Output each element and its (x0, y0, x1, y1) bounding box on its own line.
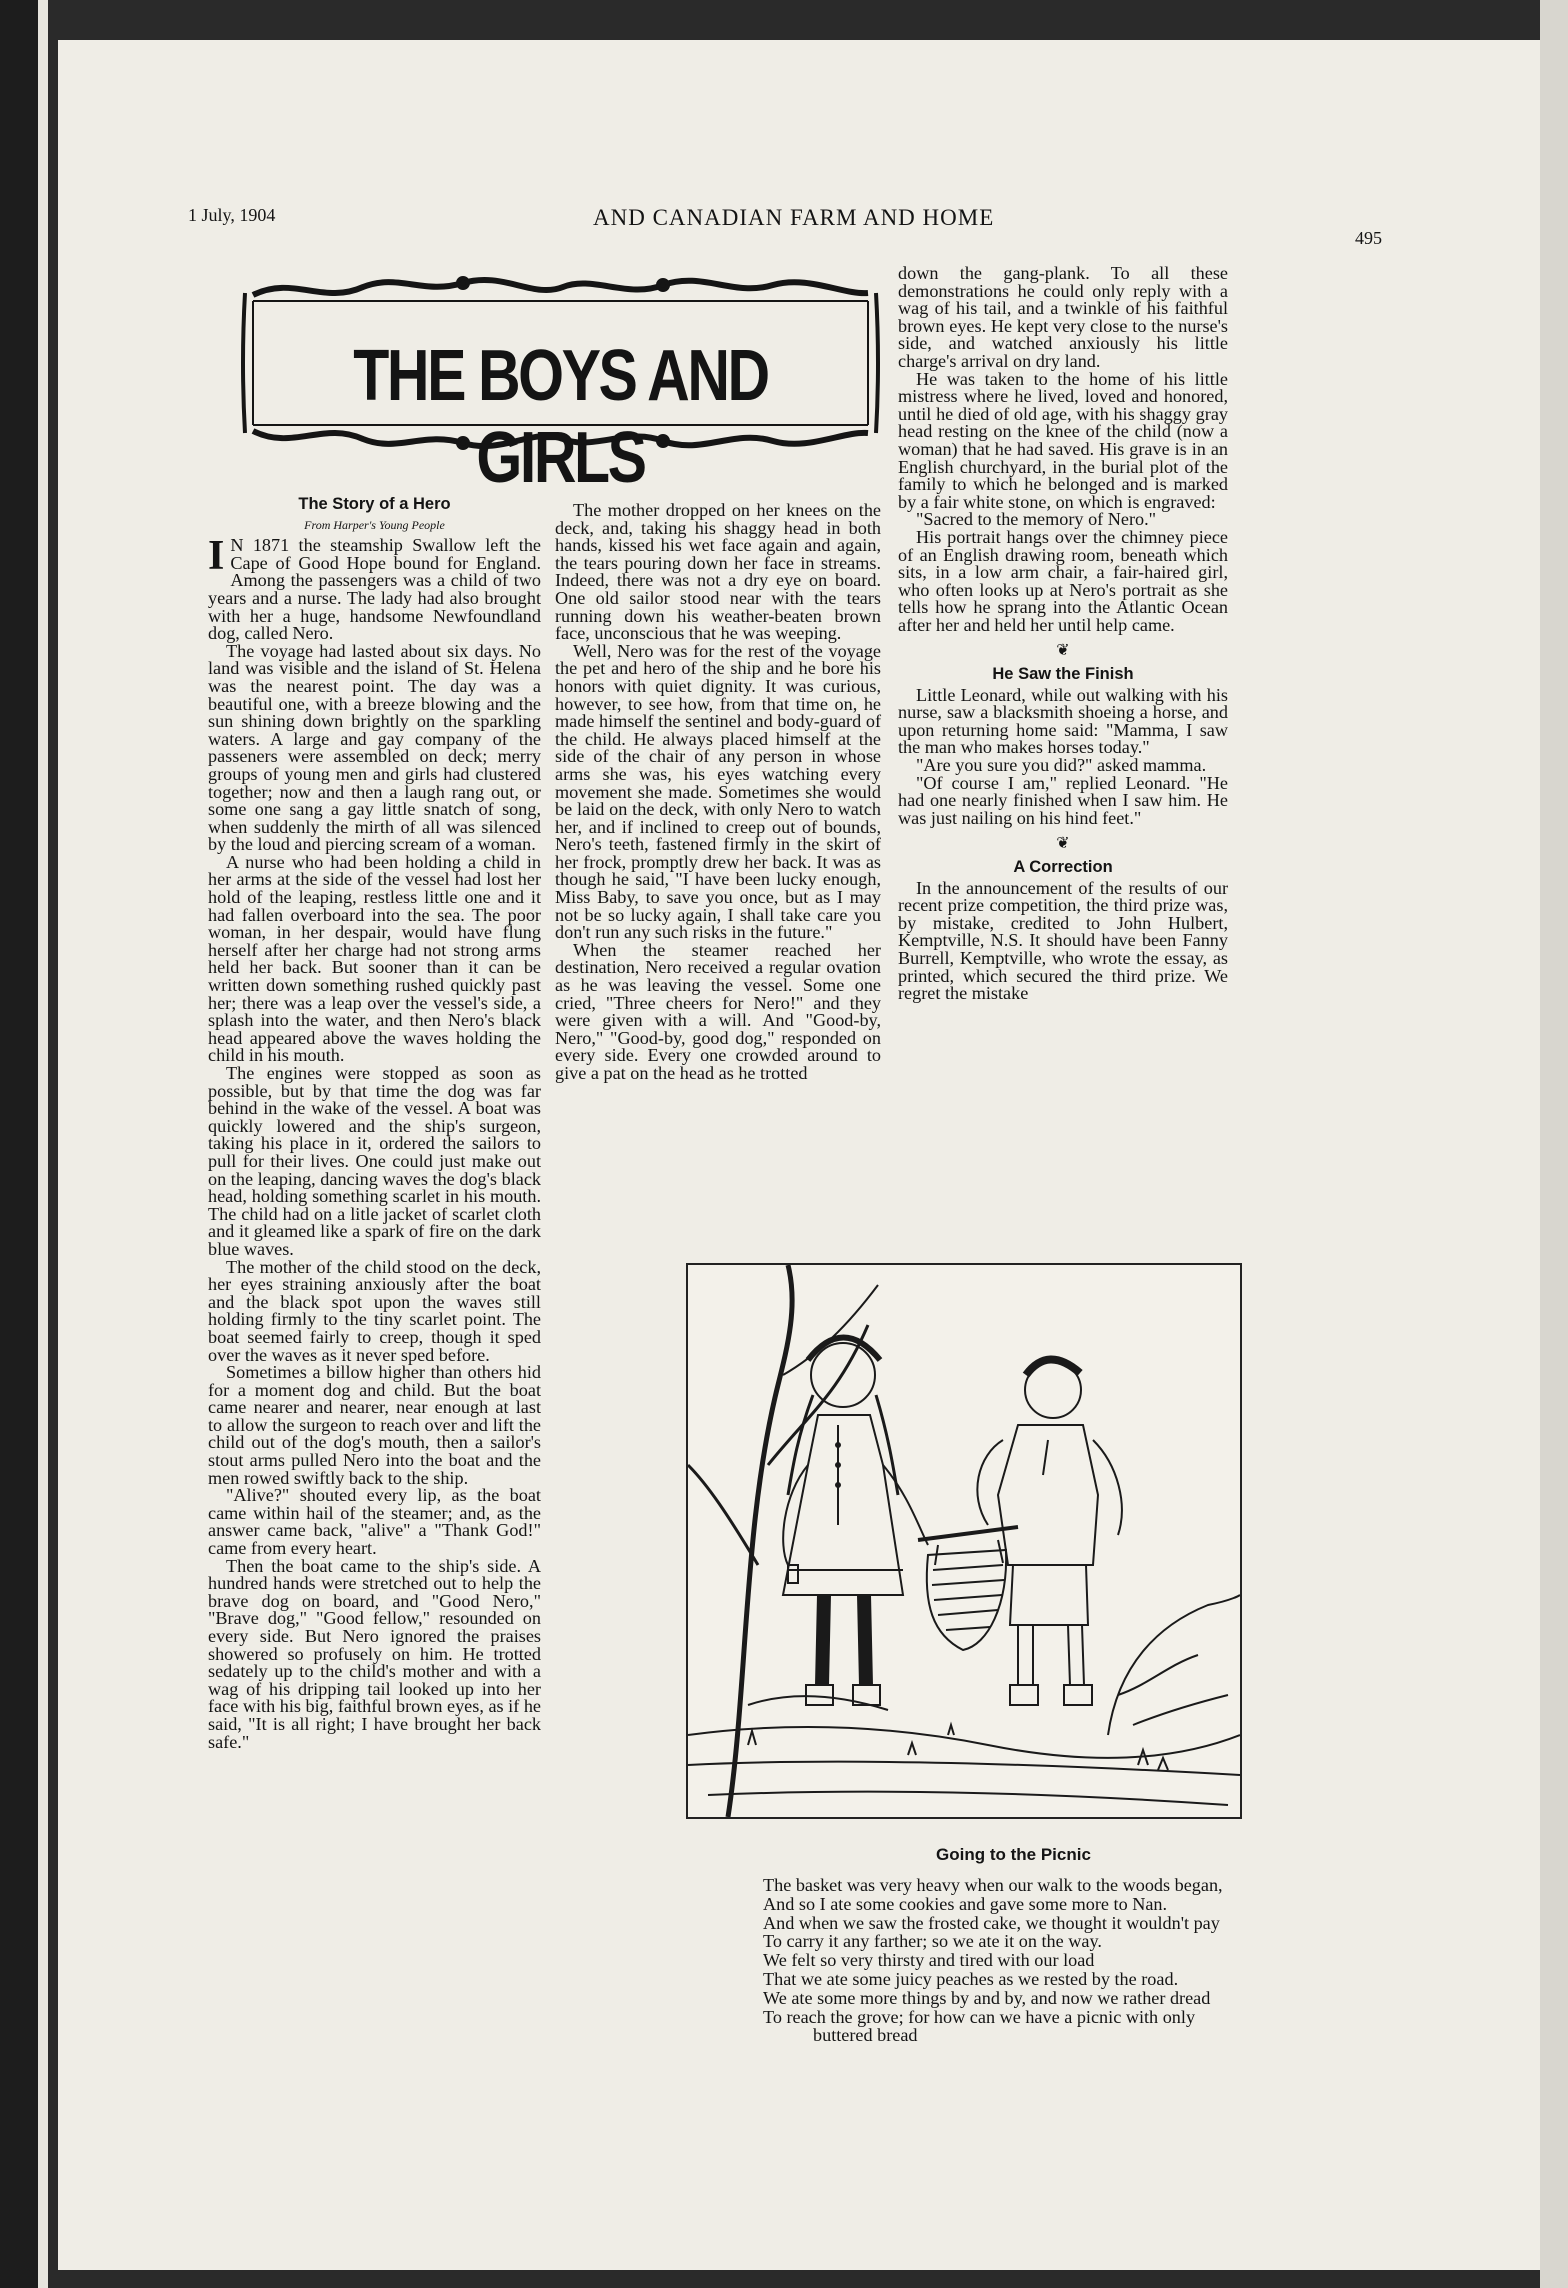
engraving-text: "Sacred to the memory of Nero." (916, 509, 1157, 530)
poem-title: Going to the Picnic (936, 1845, 1091, 1864)
story-paragraph: Sometimes a billow higher than others hid for a moment dog and child. But the boat came nearer and nearer, near enough at last to allow the surgeon to reach over and lift the child out of the dog's mouth, then a sailor's stout arms pulled Nero into the boat and the men rowed swiftly back to the ship. (208, 1362, 541, 1488)
poem-line: We ate some more things by and by, and now we rather dread (763, 1987, 1211, 2008)
story-heading: The Story of a Hero (298, 495, 451, 513)
children-with-basket-drawing (688, 1265, 1240, 1817)
story-credit: From Harper's Young People (304, 517, 445, 532)
correction-paragraph: In the announcement of the results of our recent prize competition, the third prize was, by mistake, credited to John Hulbert, Kemptville, N.S. It should have been Fanny Burrell, Kemptville, who wrote the essay, as printed, which secured the third prize. We regret the mistake (898, 877, 1228, 1004)
poem-body (763, 1876, 1453, 2045)
finish-paragraph: Little Leonard, while out walking with his nurse, saw a blacksmith shoeing a horse, and upon returning home said: "Mamma, I saw the man who makes horses today." (898, 684, 1228, 758)
story-paragraph: "Alive?" shouted every lip, as the boat came within hail of the steamer; and, as the answer came back, "alive" a "Thank God!" came from every heart. (208, 1485, 541, 1559)
poem-line: That we ate some juicy peaches as we rested by the road. (763, 1968, 1179, 1989)
picnic-illustration (686, 1263, 1242, 1819)
story-paragraph: down the gang-plank. To all these demonstrations he could only reply with a wag of his tail, and a twinkle of his faithful brown eyes. He kept very close to the nurse's side, and watched anxiously his little charge's arrival on dry land. (898, 263, 1228, 371)
column-1 (208, 490, 541, 1751)
story-paragraph: The mother of the child stood on the deck, her eyes straining anxiously after the boat and the black spot upon the waves still holding firmly to the tiny scarlet point. The boat seemed fairly to creep, though it sped over the waves as it never sped before. (208, 1256, 541, 1365)
issue-date: 1 July, 1904 (188, 205, 276, 225)
story-paragraph-1: I N 1871 the steamship Swallow left the Cape of Good Hope bound for England. Among the passengers was a child of two years and a nurse. The lady had also brought with her a huge, handsome Newfoundland dog, called Nero. (208, 533, 541, 644)
story-paragraph: The mother dropped on her knees on the deck, and, taking his shaggy head in both hands, kissed his wet face again and again, the tears pouring down her face in streams. Indeed, there was not a dry eye on board. One old sailor stood near with the tears running down his weather-beaten brown face, unconscious that he was weeping. (555, 500, 881, 644)
finish-paragraph: "Are you sure you did?" asked mamma. (916, 755, 1207, 776)
finish-heading: He Saw the Finish (992, 665, 1134, 684)
leaf-ornament: ❦ (1056, 835, 1070, 853)
story-paragraph: He was taken to the home of his little mistress where he lived, loved and honored, until he died of old age, with his shaggy gray head resting on the knee of the child (now a woman) that he had saved. His grave is in an English churchyard, in the burial plot of the family to which he belonged and is marked by a fair white stone, on which is engraved: (898, 368, 1228, 512)
poem-line: buttered bread (813, 2025, 918, 2046)
story-paragraph: Then the boat came to the ship's side. A hundred hands were stretched out to help the brave dog on board, and "Good Nero," "Brave dog," "Good fellow," resounded on every side. But Nero ignored the praises showered so profusely on him. He trotted sedately up to the child's mother and with a wag of his dripping tail looked up into her face with his big, faithful brown eyes, as if he said, "It is all right; I have brought her back safe." (208, 1555, 541, 1752)
section-banner (233, 265, 888, 498)
running-title: AND CANADIAN FARM AND HOME (593, 205, 995, 230)
story-paragraph: The engines were stopped as soon as possible, but by that time the dog was far behind in the wake of the vessel. A boat was quickly lowered and the ship's surgeon, taking his place in it, ordered the sailors to pull for their lives. One could just make out on the leaping, dancing waves the dog's black head, holding something scarlet in his mouth. The child had on a litle jacket of scarlet cloth and it gleamed like a spark of fire on the dark blue waves. (208, 1063, 541, 1259)
poem-line: To carry it any farther; so we ate it on the way. (763, 1931, 1102, 1952)
magazine-page (58, 40, 1540, 2270)
column-3 (898, 265, 1228, 1003)
story-paragraph: Well, Nero was for the rest of the voyage the pet and hero of the ship and he bore his honors with quiet dignity. It was curious, however, to see how, from that time on, he made himself the sentinel and body-guard of the child. He always placed himself at the side of the chair of any person in whose arms she was, his eyes watching every movement she made. Sometimes she would be laid on the deck, with only Nero to watch her, and if inclined to creep out of bounds, Nero's teeth, fastened firmly in the skirt of her frock, promptly drew her back. It was as though he said, "I have been lucky enough, Miss Baby, to save you once, but as I may not be so lucky again, I shall take care you don't run any such risks in the future." (555, 640, 881, 943)
section-title: THE BOYS AND GIRLS (353, 336, 768, 498)
correction-heading: A Correction (1013, 858, 1113, 876)
leaf-ornament: ❦ (1056, 642, 1070, 660)
poem-line: And when we saw the frosted cake, we thought it wouldn't pay (763, 1912, 1220, 1933)
story-paragraph: His portrait hangs over the chimney piece of an English drawing room, beneath which sits, in a low arm chair, a fair-haired girl, who often looks up at Nero's portrait as she tells how he sprang into the Atlantic Ocean after her and held her until help came. (898, 526, 1228, 635)
story-paragraph: When the steamer reached her destination, Nero received a regular ovation as he was leaving the vessel. Some one cried, "Three cheers for Nero!" and they were given with a will. And "Good-by, Nero," "Good-by, good dog," responded on every side. Every one crowded around to give a pat on the head as he trotted (555, 939, 881, 1083)
poem-line: We felt so very thirsty and tired with our load (763, 1950, 1095, 1971)
film-border-right (1540, 0, 1568, 2288)
story-paragraph: The voyage had lasted about six days. No land was visible and the island of St. Helena was the nearest point. The day was a beautiful one, with a breeze blowing and the sun shining down brightly on the sparkling waters. A large and gay company of the passeners were assembled on deck; merry groups of young men and girls had clustered together; now and then a laugh rang out, or some one sang a gay little snatch of song, when suddenly the mirth of all was silenced by the loud and piercing scream of a woman. (208, 640, 541, 855)
poem-line: And so I ate some cookies and gave some more to Nan. (763, 1893, 1168, 1914)
column-2 (555, 502, 881, 1083)
page-number: 495 (1355, 228, 1382, 248)
story-paragraph: A nurse who had been holding a child in her arms at the side of the vessel had lost her hold of the leaping, restless little one and it had fallen overboard into the sea. The poor woman, in her despair, would have flung herself after her charge had not strong arms held her back. But sooner than it can be written down something rushed quickly past her; there was a leap over the vessel's side, a splash into the water, and then Nero's black head appeared above the waves holding the child in his mouth. (208, 851, 541, 1066)
poem-line: To reach the grove; for how can we have a picnic with only (763, 2006, 1196, 2027)
finish-paragraph: "Of course I am," replied Leonard. "He had one nearly finished when I saw him. He was just nailing on his hind feet." (898, 772, 1228, 828)
drop-cap: I (208, 533, 225, 580)
film-border-left (0, 0, 48, 2288)
poem-line: The basket was very heavy when our walk to the woods began, (763, 1875, 1223, 1895)
